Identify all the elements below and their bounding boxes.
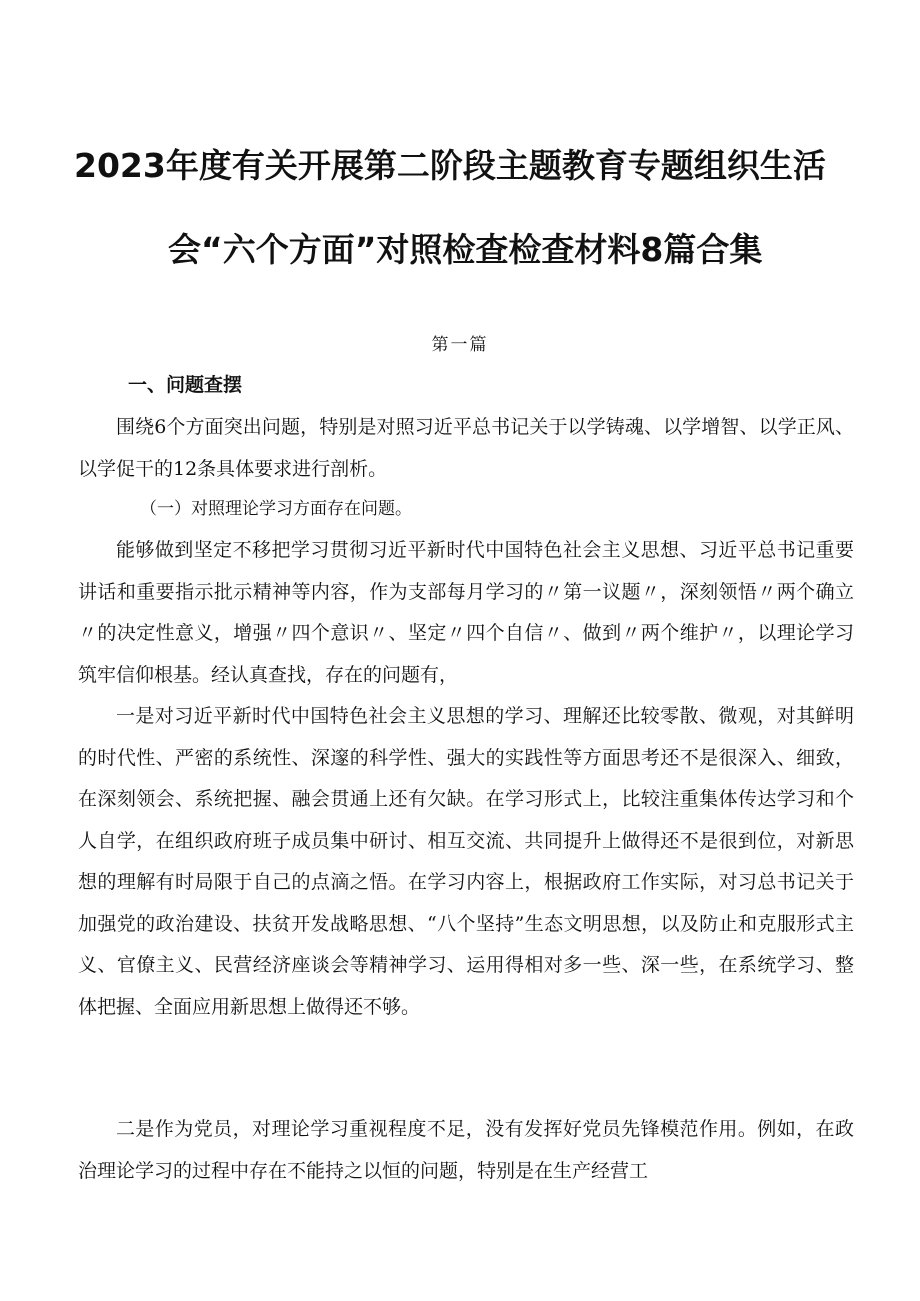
- section-heading: 一、问题查摆: [128, 374, 243, 396]
- document-title-line-1: 2023年度有关开展第二阶段主题教育专题组织生活: [74, 146, 826, 185]
- subheading-theory-study: （一）对照理论学习方面存在问题。: [140, 499, 412, 519]
- paragraph-theory-overview: 能够做到坚定不移把学习贯彻习近平新时代中国特色社会主义思想、习近平总书记重要讲话和重要指示批示精神等内容，作为支部每月学习的〃第一议题〃，深刻领悟〃两个确立〃的决定性意义，增强〃四个意识〃、坚定〃四个自信〃、做到〃两个维护〃，以理论学习筑牢信仰根基。经认真查找，存在的问题有，: [78, 539, 854, 686]
- section-label: 第一篇: [431, 335, 489, 355]
- paragraph-issue-one: 一是对习近平新时代中国特色社会主义思想的学习、理解还比较零散、微观，对其鲜明的时代性、严密的系统性、深邃的科学性、强大的实践性等方面思考还不是很深入、细致，在深刻领会、系统把握、融会贯通上还有欠缺。在学习形式上，比较注重集体传达学习和个人自学，在组织政府班子成员集中研讨、相互交流、共同提升上做得还不是很到位，对新思想的理解有时局限于自己的点滴之悟。在学习内容上，根据政府工作实际，对习总书记关于加强党的政治建设、扶贫开发战略思想、“八个坚持”生态文明思想，以及防止和克服形式主义、官僚主义、民营经济座谈会等精神学习、运用得相对多一些、深一些，在系统学习、整体把握、全面应用新思想上做得还不够。: [78, 705, 854, 1018]
- document-title-line-2: 会“六个方面”对照检查检查材料8篇合集: [168, 230, 763, 269]
- paragraph-intro: 围绕6个方面突出问题，特别是对照习近平总书记关于以学铸魂、以学增智、以学正风、以学促干的12条具体要求进行剖析。: [78, 416, 854, 480]
- paragraph-issue-two: 二是作为党员，对理论学习重视程度不足，没有发挥好党员先锋模范作用。例如，在政治理论学习的过程中存在不能持之以恒的问题，特别是在生产经营工: [78, 1118, 854, 1182]
